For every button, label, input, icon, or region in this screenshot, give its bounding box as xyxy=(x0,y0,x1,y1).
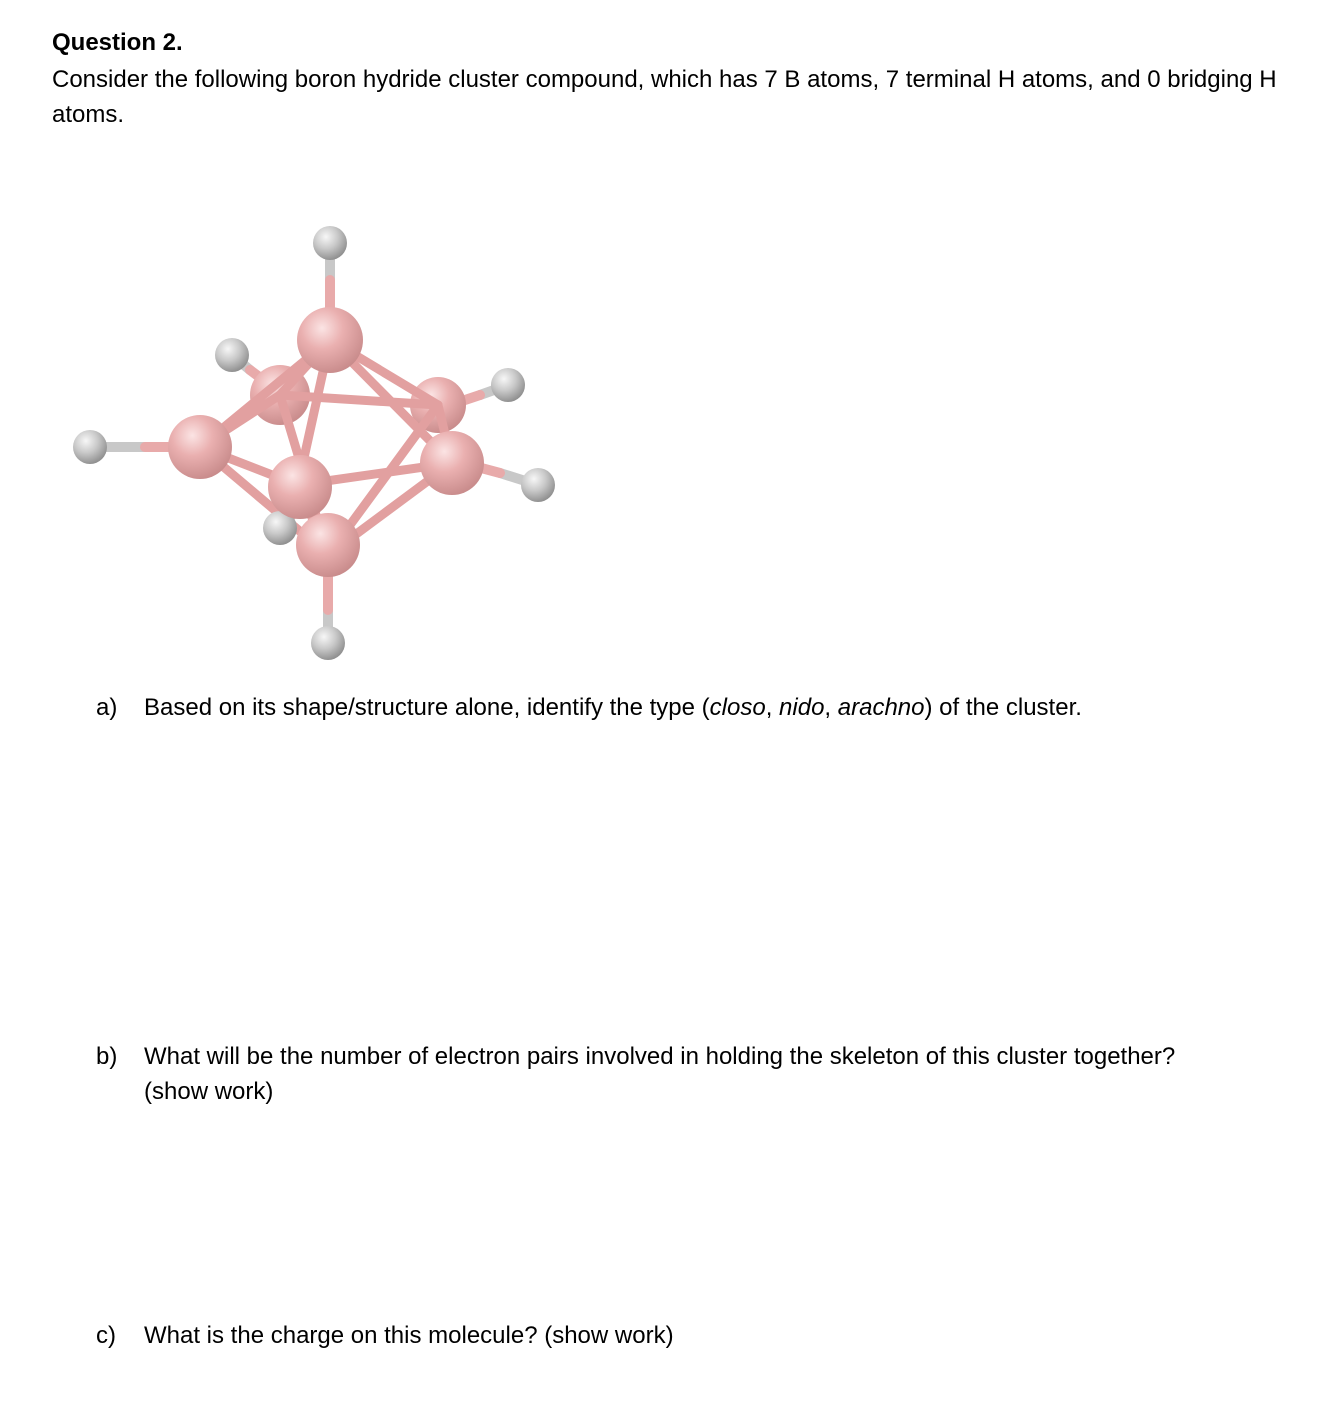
hydrogen-atom xyxy=(313,226,347,260)
part-b-text: What will be the number of electron pairs involved in holding the skeleton of this cluster together? (show work) xyxy=(144,1043,1176,1105)
question-title: Question 2. xyxy=(52,29,183,56)
cluster-type-closo: closo xyxy=(709,694,766,721)
boron-atom xyxy=(296,513,360,577)
part-a-label: a) xyxy=(96,694,118,721)
hydrogen-atom xyxy=(311,626,345,660)
boron-atom xyxy=(297,307,363,373)
part-b xyxy=(96,1039,1236,1109)
part-b-label: b) xyxy=(96,1043,118,1070)
hydrogen-atom xyxy=(521,468,555,502)
hydrogen-atom xyxy=(491,368,525,402)
part-c-label: c) xyxy=(96,1322,116,1349)
part-c-text: What is the charge on this molecule? (show work) xyxy=(144,1322,674,1349)
hydrogen-atom xyxy=(73,430,107,464)
cluster-type-arachno: arachno xyxy=(837,694,925,721)
boron-atom xyxy=(268,455,332,519)
boron-hydride-cluster-figure xyxy=(60,215,560,675)
hydrogen-atom xyxy=(215,338,249,372)
part-a xyxy=(96,690,1236,725)
boron-atom xyxy=(168,415,232,479)
boron-atom xyxy=(420,431,484,495)
part-a-text: Based on its shape/structure alone, identify the type (closo, nido, arachno) of the cluster. xyxy=(144,694,1082,721)
cluster-type-nido: nido xyxy=(779,694,825,721)
question-intro: Consider the following boron hydride cluster compound, which has 7 B atoms, 7 terminal H atoms, and 0 bridging H atoms. xyxy=(52,66,1277,128)
part-c xyxy=(96,1318,1236,1353)
